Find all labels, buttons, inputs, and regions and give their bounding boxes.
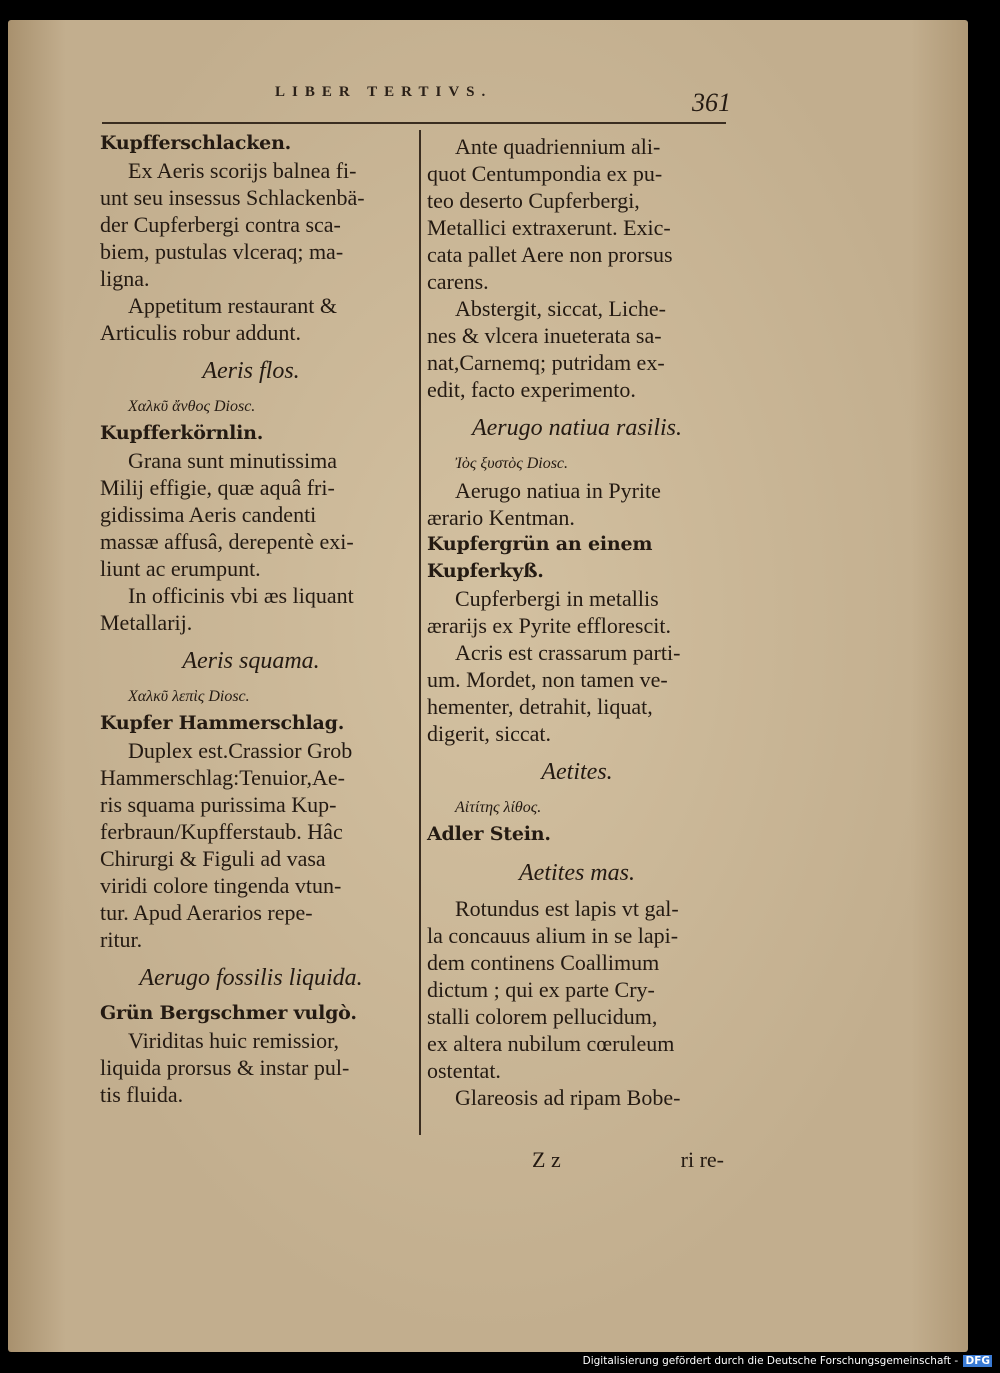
right-column-text-line: Glareosis ad ripam Bobe- [455, 1085, 681, 1110]
left-column-text-line: ligna. [100, 266, 150, 291]
signature-mark: Z z [532, 1147, 561, 1172]
right-column-text-line: stalli colorem pellucidum, [427, 1004, 658, 1029]
left-column-text-line: ris squama purissima Kup- [100, 792, 337, 817]
catchword: ri re- [680, 1147, 724, 1172]
page-number: 361 [692, 88, 731, 117]
dfg-logo: DFG [965, 1355, 990, 1367]
right-column-text-line: quot Centumpondia ex pu- [427, 161, 663, 186]
left-column-heading: Aerugo fossilis liquida. [139, 965, 363, 991]
left-column-text-line: biem, pustulas vlceraq; ma- [100, 239, 344, 264]
right-column-text-line: um. Mordet, non tamen ve- [427, 667, 668, 692]
left-column [100, 130, 402, 1108]
left-column-text-line: Articulis robur addunt. [100, 320, 302, 345]
left-column-text-line: tur. Apud Aerarios repe- [100, 900, 313, 925]
left-column-text-line: Duplex est.Crassior Grob [128, 738, 353, 763]
right-column-text-line: Acris est crassarum parti- [455, 640, 681, 665]
right-column-text-line: nat,Carnemq; putridam ex- [427, 350, 665, 375]
right-column-text-line: dictum ; qui ex parte Cry- [427, 977, 655, 1002]
right-column-text-line: teo deserto Cupferbergi, [427, 188, 640, 213]
right-column-text-line: Cupferbergi in metallis [455, 586, 659, 611]
right-column-text-line: Abstergit, siccat, Liche- [455, 296, 666, 321]
right-column-text-line: nes & vlcera inueterata sa- [427, 323, 662, 348]
column-divider [419, 130, 421, 1135]
left-column-text-line: Kupfer Hammerschlag. [100, 712, 345, 734]
right-column-heading: Aerugo natiua rasilis. [471, 415, 682, 441]
right-column-text-line: Αἰτίτης λίθος. [455, 799, 542, 816]
right-column-text-line: digerit, siccat. [427, 721, 552, 746]
left-column-text-line: unt seu insessus Schlackenbä- [100, 185, 365, 210]
left-column-text-line: Grün Bergschmer vulgò. [100, 1002, 357, 1024]
left-column-text-line: Milij effigie, quæ aquâ fri- [100, 475, 335, 500]
left-column-text-line: gidissima Aeris candenti [100, 502, 317, 527]
right-column-heading: Aetites. [541, 759, 613, 785]
left-column-text-line: Appetitum restaurant & [128, 293, 337, 318]
left-column-text-line: tis fluida. [100, 1082, 184, 1107]
left-column-text-line: Hammerschlag:Tenuior,Ae- [100, 765, 345, 790]
left-column-text-line: Kupfferkörnlin. [100, 422, 264, 444]
left-column-text-line: liquida prorsus & instar pul- [100, 1055, 350, 1080]
left-column-text-line: der Cupferbergi contra sca- [100, 212, 341, 237]
credit-text: Digitalisierung gefördert durch die Deutsche Forschungsgemeinschaft - [582, 1355, 959, 1367]
right-column-text-line: cata pallet Aere non prorsus [427, 242, 673, 267]
left-column-heading: Aeris flos. [202, 358, 300, 384]
right-column-text-line: hementer, detrahit, liquat, [427, 694, 653, 719]
right-column-text-line: la concauus alium in se lapi- [427, 923, 679, 948]
left-column-text-line: Kupfferschlacken. [100, 132, 292, 154]
left-column-text-line: ferbraun/Kupfferstaub. Hâc [100, 819, 343, 844]
left-column-text-line: In officinis vbi æs liquant [128, 583, 354, 608]
right-column-text-line: Ἰὸς ξυστὸς Diosc. [455, 455, 569, 472]
left-column-text-line: liunt ac erumpunt. [100, 556, 261, 581]
left-column-text-line: Ex Aeris scorijs balnea fi- [128, 158, 357, 183]
right-column-text-line: Adler Stein. [427, 823, 551, 845]
right-column-text-line: edit, facto experimento. [427, 377, 636, 402]
digitization-credit [583, 1355, 992, 1367]
right-column-text-line: ostentat. [427, 1058, 501, 1083]
right-column-text-line: dem continens Coallimum [427, 950, 660, 975]
left-column-text-line: Χαλκῦ ἄνθος Diosc. [128, 398, 256, 415]
left-column-text-line: Metallarij. [100, 610, 193, 635]
right-column-heading: Aetites mas. [519, 860, 635, 886]
right-column [427, 133, 727, 1111]
left-column-text-line: Viriditas huic remissior, [128, 1028, 340, 1053]
left-column-text-line: viridi colore tingenda vtun- [100, 873, 342, 898]
right-column-text-line: Kupferkyß. [427, 560, 544, 582]
right-column-text-line: ærario Kentman. [427, 505, 575, 530]
header-rule [102, 122, 726, 124]
left-column-text-line: Χαλκῦ λεπὶς Diosc. [128, 688, 250, 705]
right-column-text-line: ex altera nubilum cœruleum [427, 1031, 675, 1056]
right-column-text-line: Aerugo natiua in Pyrite [455, 478, 661, 503]
running-title: LIBER TERTIVS. [275, 84, 493, 100]
left-column-text-line: Grana sunt minutissima [128, 448, 337, 473]
right-column-text-line: Rotundus est lapis vt gal- [455, 896, 679, 921]
left-column-text-line: ritur. [100, 927, 143, 952]
left-column-text-line: massæ affusâ, derepentè exi- [100, 529, 354, 554]
right-column-text-line: Metallici extraxerunt. Exic- [427, 215, 671, 240]
right-column-text-line: carens. [427, 269, 489, 294]
right-column-text-line: Kupfergrün an einem [427, 533, 653, 555]
right-column-text-line: Ante quadriennium ali- [455, 134, 661, 159]
right-column-text-line: ærarijs ex Pyrite efflorescit. [427, 613, 671, 638]
left-column-heading: Aeris squama. [182, 648, 320, 674]
left-column-text-line: Chirurgi & Figuli ad vasa [100, 846, 326, 871]
